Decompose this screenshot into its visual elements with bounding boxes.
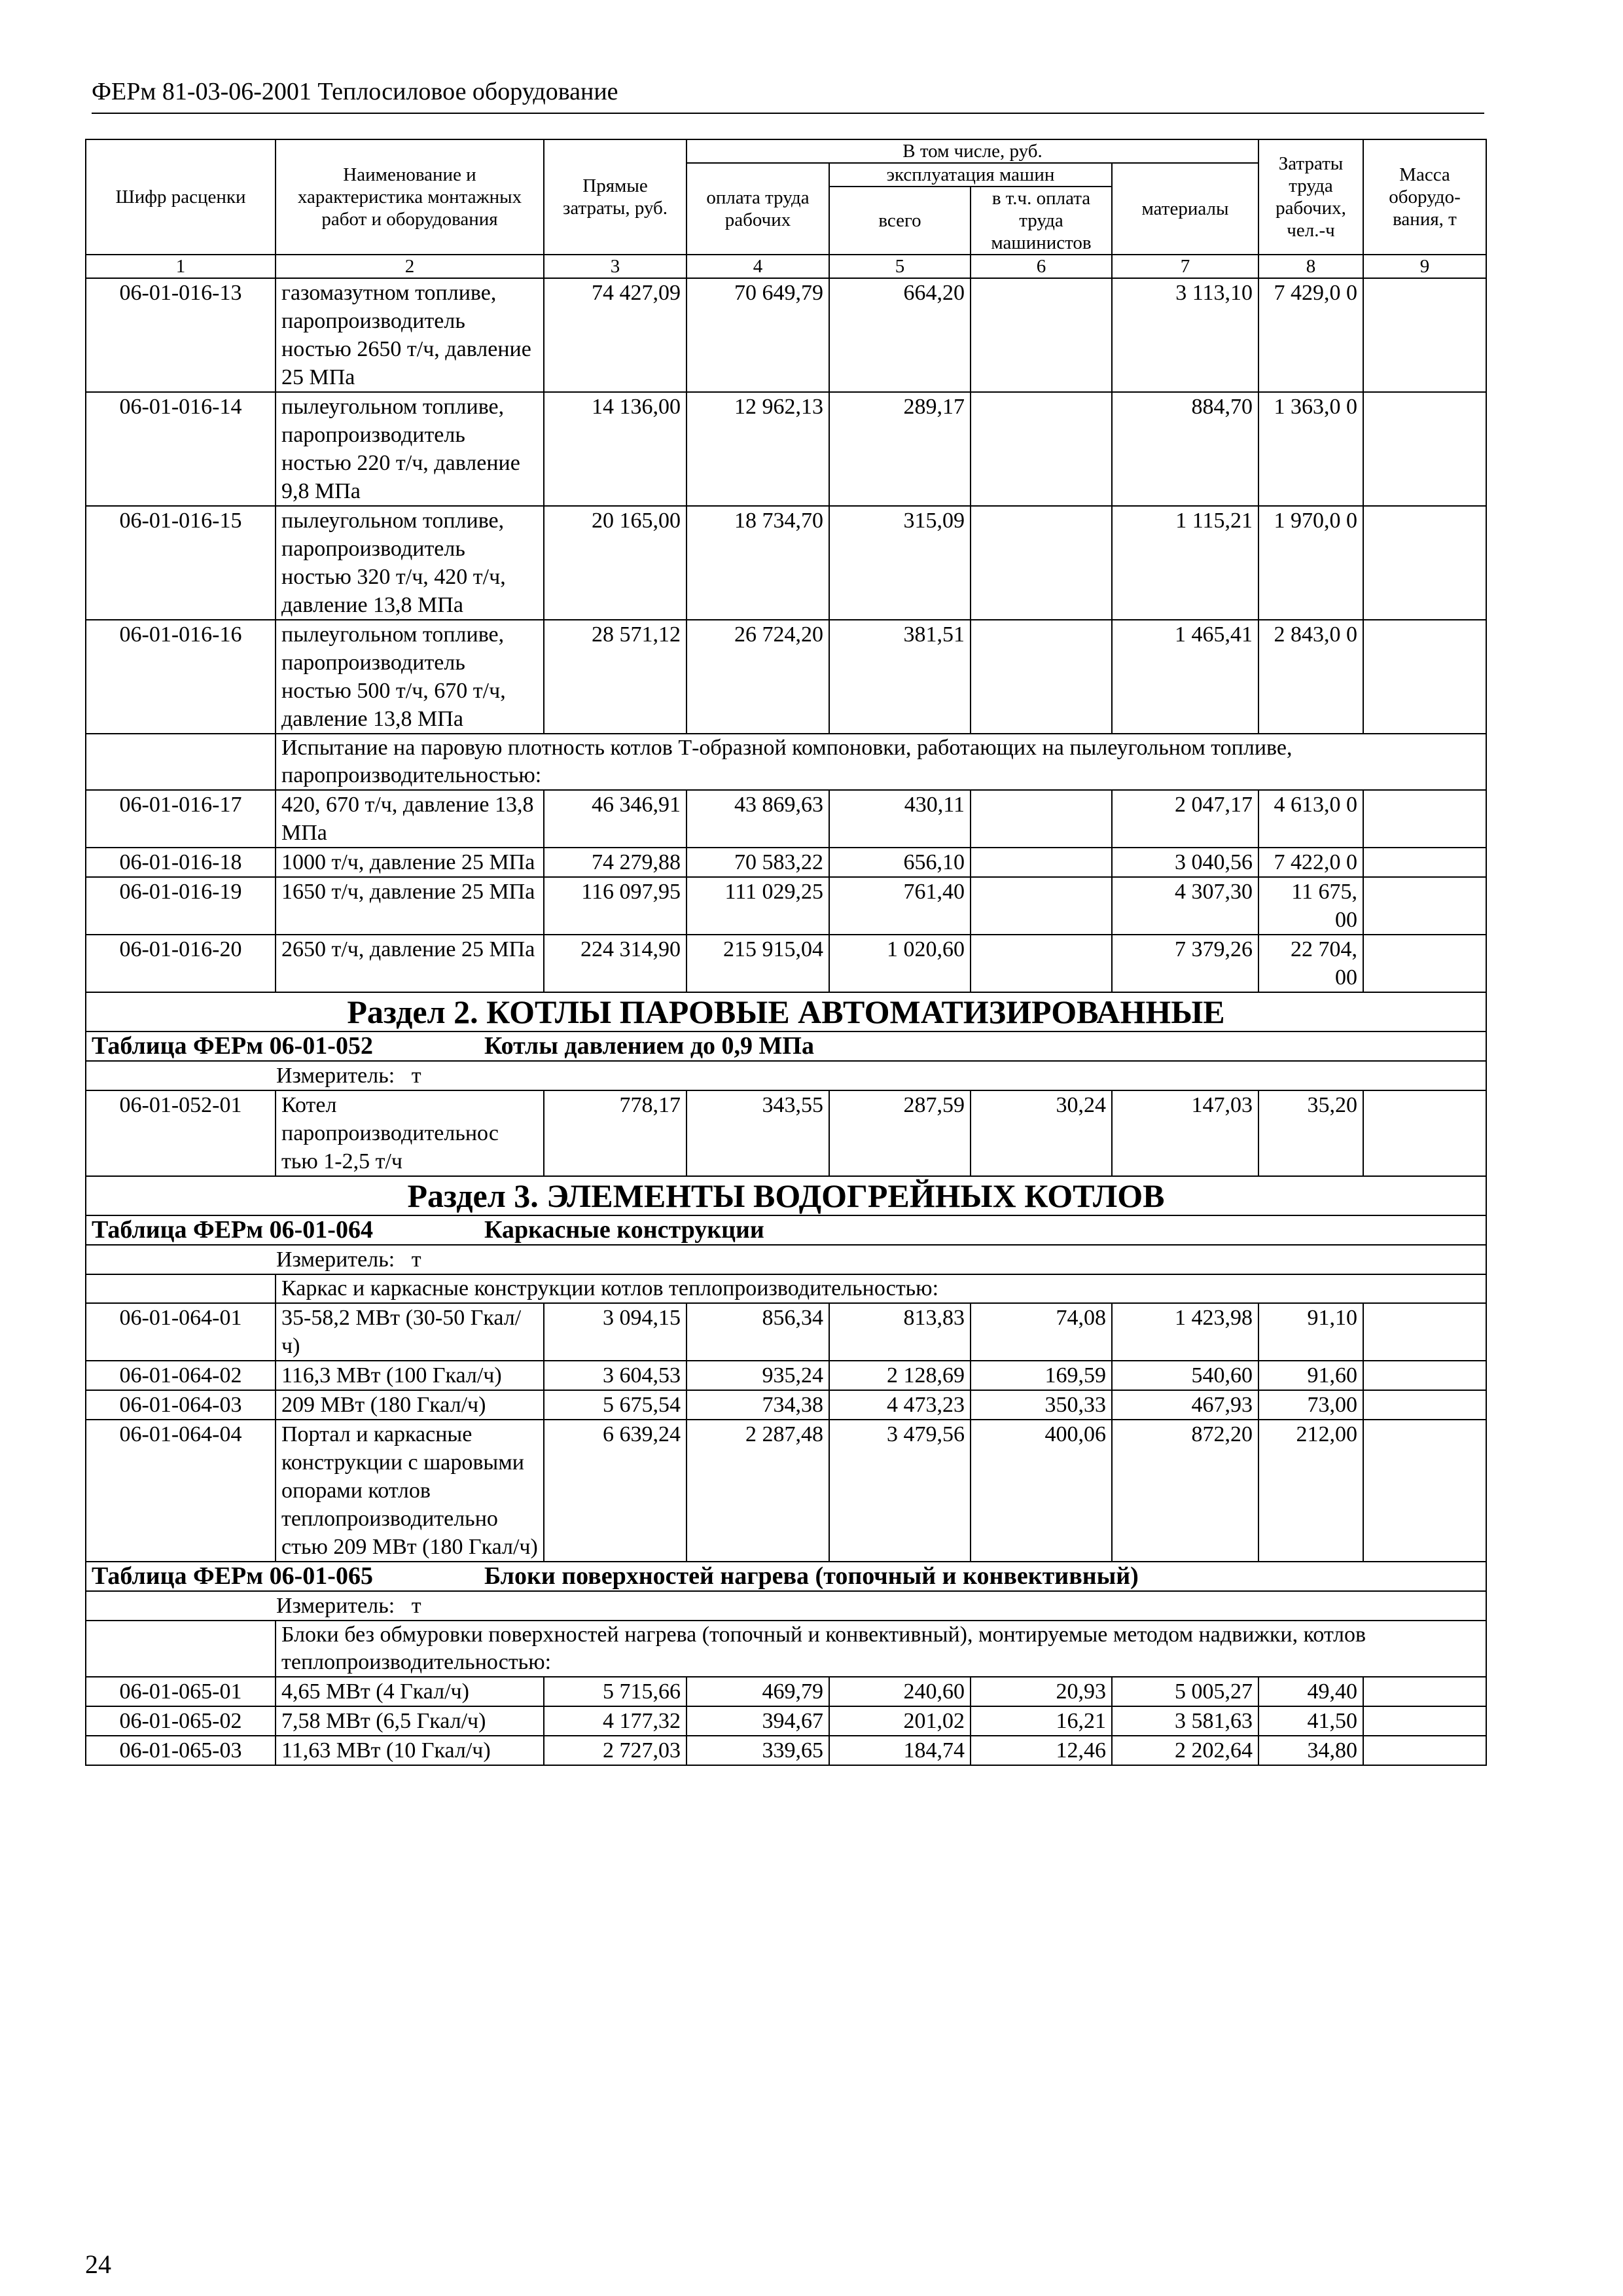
row-direct-cost: 116 097,95: [544, 877, 687, 935]
row-code: 06-01-016-16: [86, 620, 276, 734]
row-machines-total: 3 479,56: [829, 1420, 971, 1562]
row-name: газомазутном топливе, паропроизводитель ностью 2650 т/ч, давление 25 МПа: [276, 278, 544, 392]
row-labor: 35,20: [1258, 1090, 1363, 1176]
row-labor: 73,00: [1258, 1390, 1363, 1420]
row-materials: 1 465,41: [1112, 620, 1258, 734]
row-labor: 212,00: [1258, 1420, 1363, 1562]
page-header: ФЕРм 81-03-06-2001 Теплосиловое оборудование: [92, 77, 1484, 114]
row-machine-wages: 400,06: [971, 1420, 1112, 1562]
row-machine-wages: [971, 877, 1112, 935]
row-code: 06-01-065-01: [86, 1677, 276, 1706]
measure-unit: т: [411, 1247, 421, 1272]
row-machines-total: 315,09: [829, 506, 971, 620]
row-mass: [1363, 790, 1486, 848]
table-row: [86, 935, 1486, 992]
row-mass: [1363, 1420, 1486, 1562]
col-number: 8: [1258, 255, 1363, 278]
col-materials-header: материалы: [1112, 163, 1258, 255]
table-064-heading: [86, 1215, 1486, 1245]
col-number: 7: [1112, 255, 1258, 278]
row-machines-total: 381,51: [829, 620, 971, 734]
row-code: 06-01-064-03: [86, 1390, 276, 1420]
row-direct-cost: 224 314,90: [544, 935, 687, 992]
row-machine-wages: [971, 278, 1112, 392]
col-mach-wages-header: в т.ч. оплата труда машинистов: [971, 187, 1112, 255]
intro-text-b: Каркас и каркасные конструкции котлов теплопроизводительностью:: [276, 1274, 1486, 1303]
measure-label: Измеритель:: [276, 1247, 395, 1272]
col-direct-header: Прямые затраты, руб.: [544, 139, 687, 255]
row-name: 1650 т/ч, давление 25 МПа: [276, 877, 544, 935]
col-number: 6: [971, 255, 1112, 278]
rows-group-b: [86, 790, 1486, 992]
row-name: Портал и каркасные конструкции с шаровыми опорами котлов теплопроизводительно стью 209 МВт (180 Гкал/ч): [276, 1420, 544, 1562]
col-number: 1: [86, 255, 276, 278]
row-materials: 3 113,10: [1112, 278, 1258, 392]
row-machines-total: 656,10: [829, 848, 971, 877]
row-wages: 343,55: [687, 1090, 829, 1176]
col-number: 9: [1363, 255, 1486, 278]
row-mass: [1363, 392, 1486, 506]
row-mass: [1363, 1361, 1486, 1390]
measure-unit: т: [411, 1594, 421, 1618]
row-code: 06-01-065-03: [86, 1736, 276, 1765]
row-name: 4,65 МВт (4 Гкал/ч): [276, 1677, 544, 1706]
table-row: [86, 1303, 1486, 1361]
row-labor: 11 675, 00: [1258, 877, 1363, 935]
col-number: 2: [276, 255, 544, 278]
intro-text-c: Блоки без обмуровки поверхностей нагрева (топочный и конвективный), монтируемые методом надвижки, котлов теплопроизводительностью:: [276, 1621, 1486, 1677]
col-number: 4: [687, 255, 829, 278]
table-065-id: Таблица ФЕРм 06-01-065: [92, 1562, 373, 1590]
measure-row: [86, 1591, 1486, 1621]
row-code: 06-01-016-19: [86, 877, 276, 935]
row-wages: 394,67: [687, 1706, 829, 1736]
row-labor: 1 970,0 0: [1258, 506, 1363, 620]
row-direct-cost: 778,17: [544, 1090, 687, 1176]
intro-text-a: Испытание на паровую плотность котлов Т-образной компоновки, работающих на пылеугольном топливе, паропроизводительностью:: [276, 734, 1486, 790]
row-machine-wages: 169,59: [971, 1361, 1112, 1390]
row-labor: 91,10: [1258, 1303, 1363, 1361]
measure-row: [86, 1245, 1486, 1274]
row-materials: 3 040,56: [1112, 848, 1258, 877]
price-table: [85, 139, 1487, 1766]
table-row: [86, 1390, 1486, 1420]
row-direct-cost: 2 727,03: [544, 1736, 687, 1765]
row-materials: 2 047,17: [1112, 790, 1258, 848]
row-machine-wages: 30,24: [971, 1090, 1112, 1176]
row-name: 209 МВт (180 Гкал/ч): [276, 1390, 544, 1420]
row-machines-total: 2 128,69: [829, 1361, 971, 1390]
row-name: 1000 т/ч, давление 25 МПа: [276, 848, 544, 877]
table-row: [86, 506, 1486, 620]
intro-group-a: [86, 734, 1486, 790]
row-labor: 34,80: [1258, 1736, 1363, 1765]
table-row: [86, 1090, 1486, 1176]
row-wages: 70 649,79: [687, 278, 829, 392]
table-052-title: Котлы давлением до 0,9 МПа: [484, 1032, 814, 1060]
table-065-header: [86, 1562, 1486, 1677]
row-wages: 215 915,04: [687, 935, 829, 992]
row-name: 35-58,2 МВт (30-50 Гкал/ч): [276, 1303, 544, 1361]
row-direct-cost: 74 279,88: [544, 848, 687, 877]
row-mass: [1363, 935, 1486, 992]
row-mass: [1363, 1736, 1486, 1765]
row-wages: 734,38: [687, 1390, 829, 1420]
row-machines-total: 184,74: [829, 1736, 971, 1765]
row-machine-wages: [971, 848, 1112, 877]
row-direct-cost: 74 427,09: [544, 278, 687, 392]
row-labor: 2 843,0 0: [1258, 620, 1363, 734]
row-machine-wages: [971, 620, 1112, 734]
row-wages: 111 029,25: [687, 877, 829, 935]
row-machines-total: 4 473,23: [829, 1390, 971, 1420]
row-machines-total: 1 020,60: [829, 935, 971, 992]
rows-group-f: [86, 1677, 1486, 1765]
row-code: 06-01-016-17: [86, 790, 276, 848]
table-row: [86, 392, 1486, 506]
row-direct-cost: 46 346,91: [544, 790, 687, 848]
row-machines-total: 201,02: [829, 1706, 971, 1736]
row-machines-total: 664,20: [829, 278, 971, 392]
row-wages: 12 962,13: [687, 392, 829, 506]
row-name: Котел паропроизводительнос тью 1-2,5 т/ч: [276, 1090, 544, 1176]
row-labor: 91,60: [1258, 1361, 1363, 1390]
section-3: [86, 1176, 1486, 1303]
row-code: 06-01-016-18: [86, 848, 276, 877]
row-machine-wages: [971, 392, 1112, 506]
row-mass: [1363, 1303, 1486, 1361]
section-2: [86, 992, 1486, 1090]
row-materials: 3 581,63: [1112, 1706, 1258, 1736]
row-direct-cost: 6 639,24: [544, 1420, 687, 1562]
table-row: [86, 1361, 1486, 1390]
row-direct-cost: 5 715,66: [544, 1677, 687, 1706]
row-materials: 1 115,21: [1112, 506, 1258, 620]
section-3-title: Раздел 3. ЭЛЕМЕНТЫ ВОДОГРЕЙНЫХ КОТЛОВ: [86, 1176, 1486, 1215]
row-name: 7,58 МВт (6,5 Гкал/ч): [276, 1706, 544, 1736]
row-machine-wages: 74,08: [971, 1303, 1112, 1361]
row-mass: [1363, 278, 1486, 392]
table-052-heading: [86, 1031, 1486, 1061]
row-machine-wages: 12,46: [971, 1736, 1112, 1765]
row-labor: 7 429,0 0: [1258, 278, 1363, 392]
row-wages: 43 869,63: [687, 790, 829, 848]
measure-row: [86, 1061, 1486, 1090]
col-number: 5: [829, 255, 971, 278]
row-machines-total: 761,40: [829, 877, 971, 935]
row-name: пылеугольном топливе, паропроизводитель ностью 500 т/ч, 670 т/ч, давление 13,8 МПа: [276, 620, 544, 734]
row-machine-wages: 16,21: [971, 1706, 1112, 1736]
row-machine-wages: [971, 935, 1112, 992]
measure-label: Измеритель:: [276, 1594, 395, 1618]
table-row: [86, 1706, 1486, 1736]
rows-group-d: [86, 1303, 1486, 1420]
row-code: 06-01-065-02: [86, 1706, 276, 1736]
row-materials: 2 202,64: [1112, 1736, 1258, 1765]
row-code: 06-01-016-13: [86, 278, 276, 392]
row-materials: 7 379,26: [1112, 935, 1258, 992]
table-row: [86, 620, 1486, 734]
rows-group-e: [86, 1420, 1486, 1562]
measure-unit: т: [411, 1064, 421, 1088]
row-mass: [1363, 848, 1486, 877]
row-wages: 26 724,20: [687, 620, 829, 734]
row-machine-wages: [971, 790, 1112, 848]
row-name: пылеугольном топливе, паропроизводитель ностью 320 т/ч, 420 т/ч, давление 13,8 МПа: [276, 506, 544, 620]
table-052-id: Таблица ФЕРм 06-01-052: [92, 1032, 373, 1060]
row-code: 06-01-052-01: [86, 1090, 276, 1176]
row-wages: 18 734,70: [687, 506, 829, 620]
row-code: 06-01-016-20: [86, 935, 276, 992]
table-row: [86, 1420, 1486, 1562]
row-name: 11,63 МВт (10 Гкал/ч): [276, 1736, 544, 1765]
col-machines-header: эксплуатация машин: [829, 163, 1112, 187]
row-name: 116,3 МВт (100 Гкал/ч): [276, 1361, 544, 1390]
row-materials: 5 005,27: [1112, 1677, 1258, 1706]
table-row: [86, 278, 1486, 392]
row-machine-wages: 20,93: [971, 1677, 1112, 1706]
row-materials: 872,20: [1112, 1420, 1258, 1562]
row-labor: 41,50: [1258, 1706, 1363, 1736]
table-065-heading: [86, 1562, 1486, 1591]
row-direct-cost: 5 675,54: [544, 1390, 687, 1420]
table-row: [86, 877, 1486, 935]
row-direct-cost: 4 177,32: [544, 1706, 687, 1736]
page-number: 24: [85, 2250, 111, 2279]
row-mass: [1363, 1390, 1486, 1420]
row-machines-total: 289,17: [829, 392, 971, 506]
row-direct-cost: 28 571,12: [544, 620, 687, 734]
row-mass: [1363, 1090, 1486, 1176]
row-direct-cost: 14 136,00: [544, 392, 687, 506]
table-row: [86, 1677, 1486, 1706]
col-code-header: Шифр расценки: [86, 139, 276, 255]
rows-group-c: [86, 1090, 1486, 1176]
col-wages-header: оплата труда рабочих: [687, 163, 829, 255]
row-labor: 1 363,0 0: [1258, 392, 1363, 506]
row-direct-cost: 3 604,53: [544, 1361, 687, 1390]
row-machines-total: 240,60: [829, 1677, 971, 1706]
row-wages: 935,24: [687, 1361, 829, 1390]
row-labor: 49,40: [1258, 1677, 1363, 1706]
row-mass: [1363, 620, 1486, 734]
table-064-title: Каркасные конструкции: [484, 1216, 764, 1244]
table-row: [86, 790, 1486, 848]
row-name: 420, 670 т/ч, давление 13,8 МПа: [276, 790, 544, 848]
col-number: 3: [544, 255, 687, 278]
row-code: 06-01-064-04: [86, 1420, 276, 1562]
row-wages: 2 287,48: [687, 1420, 829, 1562]
table-065-title: Блоки поверхностей нагрева (топочный и конвективный): [484, 1562, 1139, 1590]
row-materials: 467,93: [1112, 1390, 1258, 1420]
row-name: 2650 т/ч, давление 25 МПа: [276, 935, 544, 992]
row-wages: 70 583,22: [687, 848, 829, 877]
row-machine-wages: 350,33: [971, 1390, 1112, 1420]
row-mass: [1363, 877, 1486, 935]
row-labor: 4 613,0 0: [1258, 790, 1363, 848]
col-incl-header: В том числе, руб.: [687, 139, 1258, 163]
row-materials: 1 423,98: [1112, 1303, 1258, 1361]
row-labor: 22 704, 00: [1258, 935, 1363, 992]
row-machines-total: 430,11: [829, 790, 971, 848]
row-code: 06-01-016-14: [86, 392, 276, 506]
row-materials: 4 307,30: [1112, 877, 1258, 935]
row-wages: 856,34: [687, 1303, 829, 1361]
row-materials: 540,60: [1112, 1361, 1258, 1390]
row-wages: 469,79: [687, 1677, 829, 1706]
row-direct-cost: 20 165,00: [544, 506, 687, 620]
row-machines-total: 813,83: [829, 1303, 971, 1361]
measure-label: Измеритель:: [276, 1064, 395, 1088]
row-code: 06-01-016-15: [86, 506, 276, 620]
row-machine-wages: [971, 506, 1112, 620]
col-name-header: Наименование и характеристика монтажных работ и оборудования: [276, 139, 544, 255]
row-machines-total: 287,59: [829, 1090, 971, 1176]
row-direct-cost: 3 094,15: [544, 1303, 687, 1361]
table-064-id: Таблица ФЕРм 06-01-064: [92, 1216, 373, 1244]
row-labor: 7 422,0 0: [1258, 848, 1363, 877]
rows-group-a: [86, 278, 1486, 734]
row-mass: [1363, 506, 1486, 620]
row-wages: 339,65: [687, 1736, 829, 1765]
section-2-title: Раздел 2. КОТЛЫ ПАРОВЫЕ АВТОМАТИЗИРОВАННЫЕ: [86, 992, 1486, 1031]
row-name: пылеугольном топливе, паропроизводитель ностью 220 т/ч, давление 9,8 МПа: [276, 392, 544, 506]
row-mass: [1363, 1677, 1486, 1706]
table-row: [86, 1736, 1486, 1765]
row-code: 06-01-064-01: [86, 1303, 276, 1361]
row-materials: 147,03: [1112, 1090, 1258, 1176]
row-mass: [1363, 1706, 1486, 1736]
row-code: 06-01-064-02: [86, 1361, 276, 1390]
col-labor-header: Затраты труда рабочих, чел.-ч: [1258, 139, 1363, 255]
col-mach-total-header: всего: [829, 187, 971, 255]
table-row: [86, 848, 1486, 877]
row-materials: 884,70: [1112, 392, 1258, 506]
col-mass-header: Масса оборудо-вания, т: [1363, 139, 1486, 255]
